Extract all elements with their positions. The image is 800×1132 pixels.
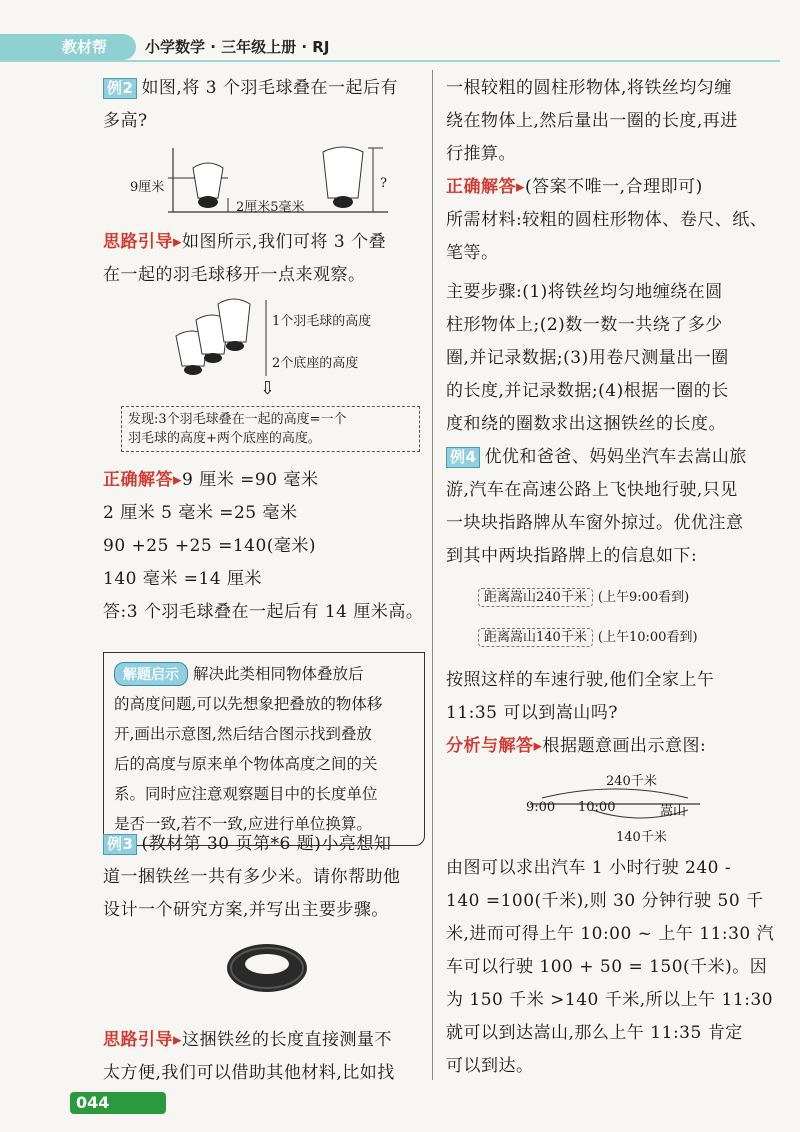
example-4-text: 到其中两块指路牌上的信息如下: (446, 546, 698, 566)
page-number-badge (70, 1092, 166, 1114)
example-2-text-2: 多高? (103, 111, 148, 131)
materials-text: 笔等。 (446, 243, 499, 263)
down-arrow-icon: ⇩ (260, 378, 276, 399)
diagram-time-2: 10:00 (578, 800, 616, 815)
sign-1 (478, 586, 689, 605)
page-number: 044 (76, 1093, 110, 1112)
solution-line: 为 150 千米 >140 千米,所以上午 11:30 (446, 990, 774, 1010)
question-4-text: 按照这样的车速行驶,他们全家上午 (446, 670, 715, 690)
example-3-text: 道一捆铁丝一共有多少米。请你帮助他 (103, 867, 401, 887)
answer-2-line: 140 毫米 =14 厘米 (103, 569, 263, 589)
example-3 (103, 828, 428, 927)
hint-1-text-2: 在一起的羽毛球移开一点来观察。 (103, 265, 366, 285)
answer-2-conclusion: 答:3 个羽毛球叠在一起后有 14 厘米高。 (103, 602, 424, 622)
tip-text: 后的高度与原来单个物体高度之间的关 (114, 755, 378, 773)
fig1-base-label: 2厘米5毫米 (236, 200, 305, 215)
fig1-question-mark: ? (380, 176, 387, 191)
sign-2 (478, 626, 698, 645)
finding-text-1: 发现:3个羽毛球叠在一起的高度=一个 (128, 412, 347, 427)
solution-line: 车可以行驶 100 + 50 = 150(千米)。因 (446, 957, 768, 977)
example-4-text: 一块块指路牌从车窗外掠过。优优注意 (446, 513, 744, 533)
solution-4 (446, 852, 776, 1083)
finding-box (121, 406, 420, 452)
analysis-label: 分析与解答 (446, 736, 534, 756)
steps-text: 主要步骤:(1)将铁丝均匀地缠绕在圆 (446, 282, 723, 302)
header-badge-text: 教材帮 (62, 38, 108, 56)
hint-1-label: 思路引导 (103, 232, 173, 252)
sign-1-text: 距离嵩山240千米 (478, 588, 593, 607)
question-4-text: 11:35 可以到嵩山吗? (446, 703, 619, 723)
right-text: 绕在物体上,然后量出一圈的长度,再进 (446, 111, 738, 131)
diagram-destination: 嵩山 (660, 804, 687, 819)
column-divider (432, 70, 433, 1080)
solution-line: 140 =100(千米),则 30 分钟行驶 50 千 (446, 891, 764, 911)
answer-2: 正确解答▸9 厘米 =90 毫米 2 厘米 5 毫米 =25 毫米 90 +25 +25 =140(毫米) 140 毫米 =14 厘米 答:3 个羽毛球叠在一起后有 14 厘米高。 (103, 464, 428, 629)
wire-coil-image (222, 940, 312, 996)
hint-1-text: 如图所示,我们可将 3 个叠 (182, 232, 387, 252)
example-4-tag: 例4 (446, 447, 480, 468)
solution-line: 米,进而可得上午 10:00 ~ 上午 11:30 汽 (446, 924, 775, 944)
answer-2-line: 90 +25 +25 =140(毫米) (103, 536, 317, 556)
analysis-text: 根据题意画出示意图: (542, 736, 707, 756)
example-2 (103, 72, 423, 138)
solution-line: 由图可以求出汽车 1 小时行驶 240 - (446, 858, 732, 878)
steps-text: 的长度,并记录数据;(4)根据一圈的长 (446, 381, 729, 401)
tip-text: 开,画出示意图,然后结合图示找到叠放 (114, 725, 372, 743)
right-text: 行推算。 (446, 144, 516, 164)
header-title: 小学数学 · 三年级上册 · RJ (145, 38, 330, 56)
example-3-text: 设计一个研究方案,并写出主要步骤。 (103, 900, 389, 920)
solution-line: 可以到达。 (446, 1056, 534, 1076)
example-4-text: 游,汽车在高速公路上飞快地行驶,只见 (446, 480, 738, 500)
fig1-height-label: 9厘米 (130, 180, 165, 195)
steps-text: 柱形物体上;(2)数一数一共绕了多少 (446, 315, 723, 335)
shuttlecock-figure-2 (168, 296, 288, 386)
solution-line: 就可以到达嵩山,那么上午 11:35 肯定 (446, 1023, 743, 1043)
tip-title: 解题启示 (114, 662, 188, 686)
example-2-tag: 例2 (103, 78, 137, 99)
hint-3: 思路引导▸这捆铁丝的长度直接测量不 太方便,我们可以借助其他材料,比如找 (103, 1024, 428, 1090)
diagram-top-label: 240千米 (606, 774, 657, 789)
answer-3-label: 正确解答 (446, 177, 516, 197)
steps-text: 圈,并记录数据;(3)用卷尺测量出一圈 (446, 348, 729, 368)
tip-text: 的高度问题,可以先想象把叠放的物体移 (114, 695, 383, 713)
answer-3-note: (答案不唯一,合理即可) (525, 177, 703, 197)
right-continuation: 一根较粗的圆柱形物体,将铁丝均匀缠 绕在物体上,然后量出一圈的长度,再进 行推算。 正确解答▸(答案不唯一,合理即可) 所需材料:较粗的圆柱形物体、卷尺、纸、 笔等。 主要步骤:(1)将铁丝均匀地缠绕在圆 柱形物体上;(2)数一数一共绕了多少 圈,并记录数据;(3)用卷尺测量出一圈 的长度,并记录数据;(4)根据一圈的长 度和绕的圈数求出这捆铁丝的长度。 例4 优优和爸爸、妈妈坐汽车去嵩山旅 游,汽车在高速公路上飞快地行驶,只见 一块块指路牌从车窗外掠过。优优注意 到其中两块指路牌上的信息如下: (446, 72, 771, 573)
sign-1-time: (上午9:00看到) (597, 590, 690, 605)
example-3-text: (教材第 30 页第*6 题)小亮想知 (141, 834, 392, 854)
tip-text: 系。同时应注意观察题目中的长度单位 (114, 785, 378, 803)
hint-3-label: 思路引导 (103, 1030, 173, 1050)
finding-text-2: 羽毛球的高度+两个底座的高度。 (128, 431, 321, 446)
example-4-text: 优优和爸爸、妈妈坐汽车去嵩山旅 (484, 447, 747, 467)
hint-3-text: 这捆铁丝的长度直接测量不 (182, 1030, 393, 1050)
tip-text: 是否一致,若不一致,应进行单位换算。 (114, 815, 372, 833)
tip-box (103, 652, 425, 846)
header-badge (0, 34, 136, 60)
diagram-time-1: 9:00 (526, 800, 556, 815)
right-text: 一根较粗的圆柱形物体,将铁丝均匀缠 (446, 78, 732, 98)
hint-3-text: 太方便,我们可以借助其他材料,比如找 (103, 1063, 395, 1083)
diagram-bottom-label: 140千米 (616, 830, 667, 845)
fig2-two-bases-label: 2个底座的高度 (272, 356, 359, 371)
answer-2-label: 正确解答 (103, 470, 173, 490)
fig2-one-ball-label: 1个羽毛球的高度 (272, 314, 372, 329)
example-2-text: 如图,将 3 个羽毛球叠在一起后有 (141, 78, 398, 98)
sign-2-text: 距离嵩山140千米 (478, 628, 593, 647)
materials-text: 所需材料:较粗的圆柱形物体、卷尺、纸、 (446, 210, 768, 230)
sign-2-time: (上午10:00看到) (597, 630, 698, 645)
tip-text: 解决此类相同物体叠放后 (192, 665, 364, 683)
steps-text: 度和绕的圈数求出这捆铁丝的长度。 (446, 414, 726, 434)
hint-1: 思路引导▸如图所示,我们可将 3 个叠 在一起的羽毛球移开一点来观察。 (103, 226, 423, 292)
header-divider (0, 60, 780, 62)
answer-2-line: 2 厘米 5 毫米 =25 毫米 (103, 503, 298, 523)
answer-2-line: 9 厘米 =90 毫米 (182, 470, 319, 490)
question-4: 按照这样的车速行驶,他们全家上午 11:35 可以到嵩山吗? 分析与解答▸根据题意画出示意图: (446, 664, 771, 763)
example-3-tag: 例3 (103, 834, 137, 855)
